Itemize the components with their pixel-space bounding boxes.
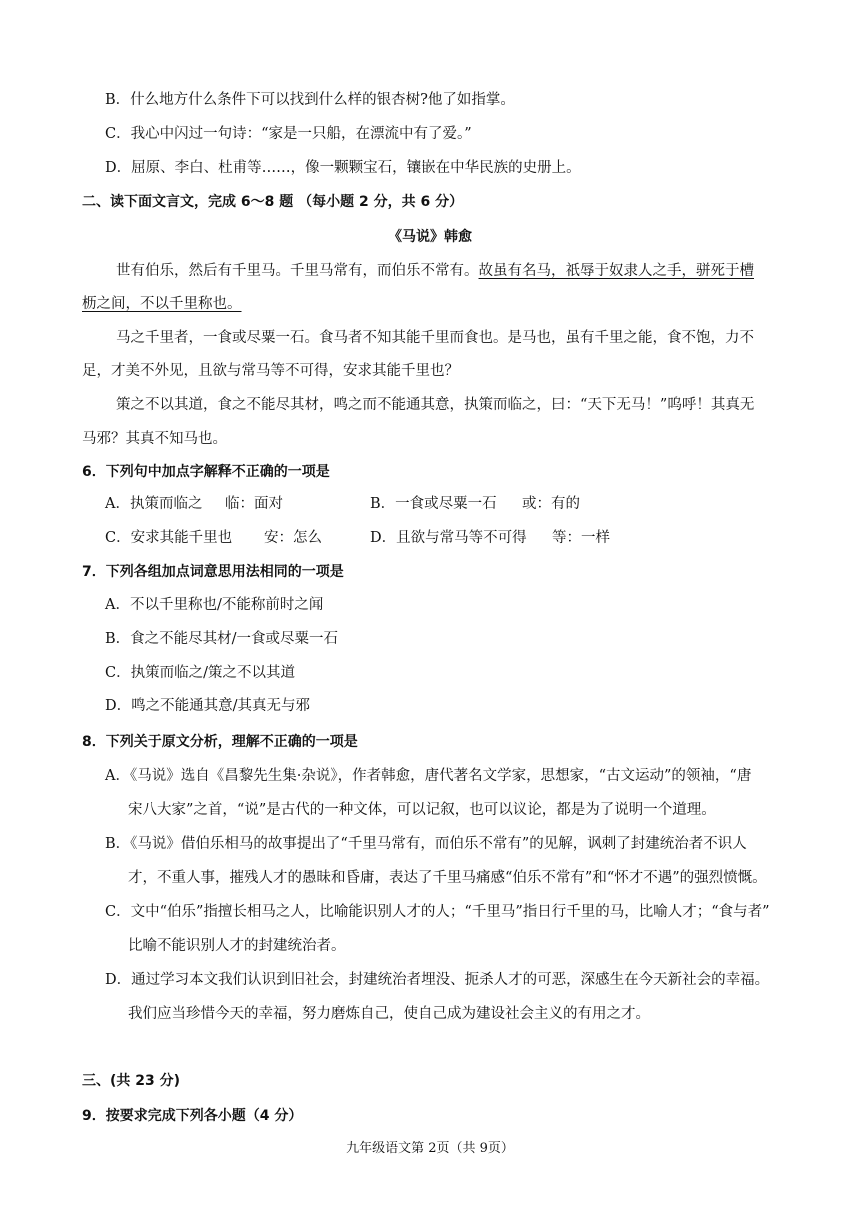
q6-stem: 6．下列句中加点字解释不正确的一项是 (82, 464, 330, 480)
q7-option-d: D．鸣之不能通其意/其真无与邪 (105, 698, 311, 714)
page-footer: 九年级语文第 2页（共 9页） (346, 1141, 514, 1156)
q8-option-c-line2: 比喻不能识别人才的封建统治者。 (128, 938, 346, 954)
passage-p2-line2: 足，才美不外见，且欲与常马等不可得，安求其能千里也？ (82, 363, 459, 379)
q8-option-b-line1: B．《马说》借伯乐相马的故事提出了“千里马常有，而伯乐不常有”的见解，讽刺了封建统治者不识人 (105, 836, 747, 852)
passage-p1-underlined: 故虽有名马，祇辱于奴隶人之手，骈死于槽 (478, 263, 754, 279)
q7-option-a: A．不以千里称也/不能称前时之闻 (105, 597, 324, 613)
passage-title: 《马说》韩愈 (388, 229, 472, 245)
passage-p2-line1: 马之千里者，一食或尽粟一石。食马者不知其能千里而食也。是马也，虽有千里之能，食不饱，力不 (116, 330, 754, 346)
q8-stem: 8．下列关于原文分析，理解不正确的一项是 (82, 734, 358, 750)
passage-p1-line2: 枥之间，不以千里称也。 (82, 296, 242, 312)
q6-option-a: A．执策而临之 (105, 496, 203, 512)
q7-stem: 7．下列各组加点词意思用法相同的一项是 (82, 564, 344, 580)
q6-option-b-gloss: 或：有的 (522, 496, 580, 512)
q6-option-d-gloss: 等：一样 (552, 530, 610, 546)
q5-option-c: C．我心中闪过一句诗：“家是一只船，在漂流中有了爱。” (105, 126, 472, 142)
q5-option-d: D．屈原、李白、杜甫等……，像一颗颗宝石，镶嵌在中华民族的史册上。 (105, 160, 581, 176)
q6-option-c-gloss: 安：怎么 (264, 530, 322, 546)
q8-option-d-line2: 我们应当珍惜今天的幸福，努力磨炼自己，使自己成为建设社会主义的有用之才。 (128, 1006, 650, 1022)
q7-option-c: C．执策而临之/策之不以其道 (105, 665, 295, 681)
q6-option-b: B．一食或尽粟一石 (370, 496, 497, 512)
q8-option-b-line2: 才，不重人事，摧残人才的愚昧和昏庸，表达了千里马痛感“伯乐不常有”和“怀才不遇”的强烈愤慨。 (128, 870, 767, 886)
section-3-heading: 三、(共 23 分) (82, 1073, 181, 1089)
passage-p3-line2: 马邪？其真不知马也。 (82, 431, 227, 447)
q9-stem: 9．按要求完成下列各小题（4 分） (82, 1108, 303, 1124)
q5-option-b: B．什么地方什么条件下可以找到什么样的银杏树?他了如指掌。 (105, 92, 515, 108)
q6-option-a-gloss: 临：面对 (225, 496, 283, 512)
q8-option-a-line2: 宋八大家”之首，“说”是古代的一种文体，可以记叙，也可以议论，都是为了说明一个道理。 (128, 802, 716, 818)
section-2-heading: 二、读下面文言文，完成 6～8 题 （每小题 2 分，共 6 分） (82, 194, 464, 210)
q6-option-c: C．安求其能千里也 (105, 530, 233, 546)
q6-option-d: D．且欲与常马等不可得 (370, 530, 527, 546)
q8-option-d-line1: D．通过学习本文我们认识到旧社会，封建统治者埋没、扼杀人才的可恶，深感生在今天新社会的幸福。 (105, 972, 770, 988)
passage-p1-plain: 世有伯乐，然后有千里马。千里马常有，而伯乐不常有。 (116, 263, 479, 279)
passage-p1-line1 (116, 261, 754, 281)
q8-option-a-line1: A．《马说》选自《昌黎先生集·杂说》，作者韩愈，唐代著名文学家，思想家，“古文运动”的领袖，“唐 (105, 768, 752, 784)
q7-option-b: B．食之不能尽其材/一食或尽粟一石 (105, 631, 339, 647)
passage-p3-line1: 策之不以其道，食之不能尽其材，鸣之而不能通其意，执策而临之，曰：“天下无马！”呜呼！其真无 (116, 397, 755, 413)
q8-option-c-line1: C．文中“伯乐”指擅长相马之人，比喻能识别人才的人；“千里马”指日行千里的马，比喻人才；“食与者” (105, 904, 770, 920)
